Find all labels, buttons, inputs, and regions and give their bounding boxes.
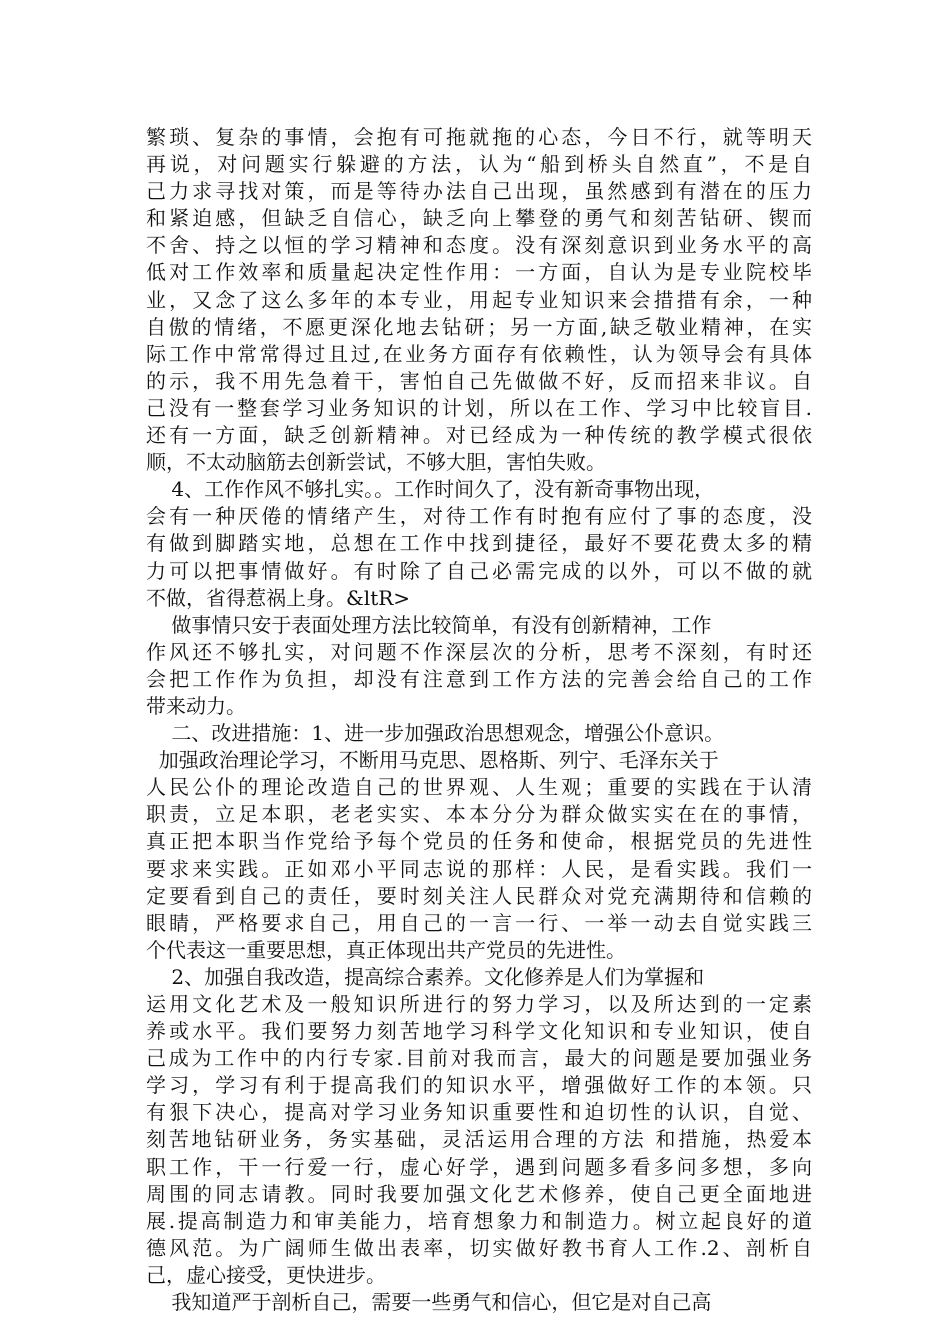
text-line: 业，又念了这么多年的本专业，用起专业知识来会措措有余，一种 bbox=[146, 287, 812, 312]
text-line: 定要看到自己的责任，要时刻关注人民群众对党充满期待和信赖的 bbox=[146, 883, 812, 908]
text-line: 带来动力。 bbox=[146, 693, 246, 718]
text-line: 自傲的情绪，不愿更深化地去钻研；另一方面,缺乏敬业精神，在实 bbox=[146, 314, 812, 339]
text-line: 顺，不太动脑筋去创新尝试，不够大胆，害怕失败。 bbox=[146, 450, 606, 475]
text-line: 有狠下决心，提高对学习业务知识重要性和迫切性的认识，自觉、 bbox=[146, 1100, 812, 1125]
text-line: 周围的同志请教。同时我要加强文化艺术修养，使自己更全面地进 bbox=[146, 1181, 812, 1206]
text-line: 低对工作效率和质量起决定性作用：一方面，自认为是专业院校毕 bbox=[146, 260, 812, 285]
text-line: 不舍、持之以恒的学习精神和态度。没有深刻意识到业务水平的高 bbox=[146, 233, 812, 258]
text-line: 际工作中常常得过且过,在业务方面存有依赖性，认为领导会有具体 bbox=[146, 341, 812, 366]
text-line: 作风还不够扎实，对问题不作深层次的分析，思考不深刻，有时还 bbox=[146, 639, 812, 664]
text-line: 己成为工作中的内行专家.目前对我而言，最大的问题是要加强业务 bbox=[146, 1046, 812, 1071]
text-line: 要求来实践。正如邓小平同志说的那样：人民，是看实践。我们一 bbox=[146, 856, 812, 881]
text-line: 繁琐、复杂的事情，会抱有可拖就拖的心态，今日不行，就等明天 bbox=[146, 125, 812, 149]
body-text bbox=[146, 124, 812, 1316]
text-line: 会有一种厌倦的情绪产生，对待工作有时抱有应付了事的态度，没 bbox=[146, 504, 812, 529]
text-line: 己力求寻找对策，而是等待办法自己出现，虽然感到有潜在的压力 bbox=[146, 179, 812, 204]
text-line: 职工作，干一行爱一行，虚心好学，遇到问题多看多问多想，多向 bbox=[146, 1154, 812, 1179]
text-line: 做事情只安于表面处理方法比较简单，有没有创新精神，工作 bbox=[146, 612, 712, 637]
text-line: 己没有一整套学习业务知识的计划，所以在工作、学习中比较盲目. bbox=[146, 395, 812, 420]
text-line: 真正把本职当作党给予每个党员的任务和使命，根据党员的先进性 bbox=[146, 829, 812, 854]
text-line: 有做到脚踏实地，总想在工作中找到捷径，最好不要花费太多的精 bbox=[146, 531, 812, 556]
text-line: 2、加强自我改造，提高综合素养。文化修养是人们为掌握和 bbox=[146, 964, 705, 989]
text-line: 会把工作作为负担，却没有注意到工作方法的完善会给自己的工作 bbox=[146, 666, 812, 691]
text-line: 我知道严于剖析自己，需要一些勇气和信心，但它是对自己高 bbox=[146, 1290, 712, 1315]
text-line: 再说，对问题实行躲避的方法，认为“船到桥头自然直”，不是自 bbox=[146, 152, 812, 177]
text-line: 二、改进措施：1、进一步加强政治思想观念，增强公仆意识。 bbox=[146, 721, 725, 746]
text-line: 刻苦地钻研业务，务实基础，灵活运用合理的方法 和措施，热爱本 bbox=[146, 1127, 812, 1152]
text-line: 展.提高制造力和审美能力，培育想象力和制造力。树立起良好的道 bbox=[146, 1208, 812, 1233]
text-line: 运用文化艺术及一般知识所进行的努力学习，以及所达到的一定素 bbox=[146, 992, 812, 1016]
text-line: 人民公仆的理论改造自己的世界观、人生观；重要的实践在于认清 bbox=[146, 775, 812, 800]
text-line: 个代表这一重要思想，真正体现出共产党员的先进性。 bbox=[146, 937, 626, 962]
text-line: 加强政治理论学习，不断用马克思、恩格斯、列宁、毛泽东关于 bbox=[146, 748, 719, 773]
text-line: 还有一方面，缺乏创新精神。对已经成为一种传统的教学模式很依 bbox=[146, 423, 812, 448]
text-line: 的示，我不用先急着干，害怕自己先做做不好，反而招来非议。自 bbox=[146, 368, 812, 393]
text-line: 德风范。为广阔师生做出表率，切实做好教书育人工作.2、剖析自 bbox=[146, 1235, 812, 1260]
text-line: 学习，学习有利于提高我们的知识水平，增强做好工作的本领。只 bbox=[146, 1073, 812, 1098]
text-line: 不做，省得惹祸上身。&ltR> bbox=[146, 585, 411, 610]
text-line: 力可以把事情做好。有时除了自己必需完成的以外，可以不做的就 bbox=[146, 558, 812, 583]
text-line: 眼睛，严格要求自己，用自己的一言一行、一举一动去自觉实践三 bbox=[146, 910, 812, 935]
text-line: 4、工作作风不够扎实。。工作时间久了，没有新奇事物出现， bbox=[146, 477, 715, 502]
text-line: 职责，立足本职，老老实实、本本分分为群众做实实在在的事情， bbox=[146, 802, 812, 827]
text-line: 和紧迫感，但缺乏自信心，缺乏向上攀登的勇气和刻苦钻研、锲而 bbox=[146, 206, 812, 231]
text-line: 养或水平。我们要努力刻苦地学习科学文化知识和专业知识，使自 bbox=[146, 1019, 812, 1044]
text-line: 己，虚心接受，更快进步。 bbox=[146, 1262, 386, 1287]
